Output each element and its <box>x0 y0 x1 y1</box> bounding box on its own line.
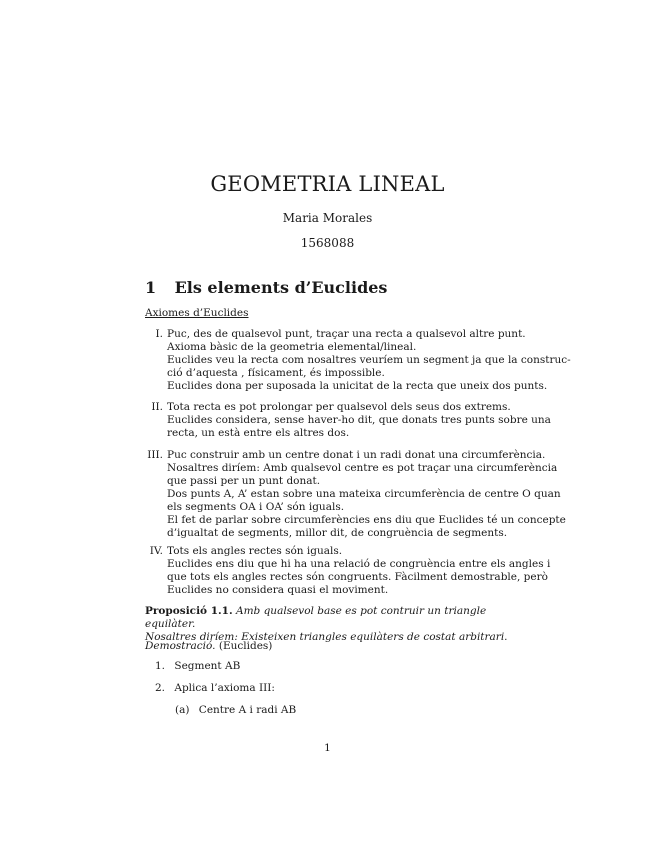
axiom-line: els segments OA i OA’ són iguals. <box>167 501 345 513</box>
proof-step-marker: 2. <box>155 682 166 694</box>
axiom-list <box>145 545 551 597</box>
proof-step <box>155 682 275 694</box>
proof-source: (Euclides) <box>218 640 273 652</box>
axiom-item <box>145 401 551 440</box>
axiom-list <box>145 328 571 393</box>
section-title: Els elements d’Euclides <box>174 278 388 297</box>
axiom-line: que tots els angles rectes són congruents. Fàcilment demostrable, però <box>167 571 548 583</box>
proof-step-marker: 1. <box>155 660 166 672</box>
proposition-statement: Amb qualsevol base es pot contruir un triangle equilàter. <box>145 605 487 630</box>
axiom-numeral: I. <box>155 328 163 340</box>
axiom-numeral: III. <box>147 449 163 461</box>
document-title: GEOMETRIA LINEAL <box>210 172 445 196</box>
axiom-line: Euclides considera, sense haver-ho dit, que donats tres punts sobre una <box>167 414 551 426</box>
proof-step <box>155 660 240 672</box>
proof-step-text: Segment AB <box>174 660 241 672</box>
axiom-line: Euclides dona per suposada la unicitat de la recta que uneix dos punts. <box>167 380 548 392</box>
axiom-line: El fet de parlar sobre circumferències ens diu que Euclides té un concepte <box>167 514 566 526</box>
axiom-line: Euclides ens diu que hi ha una relació de congruència entre els angles i <box>167 558 551 570</box>
page-number: 1 <box>324 742 331 754</box>
axiom-item <box>145 545 551 597</box>
section-number: 1 <box>145 278 157 297</box>
proposition-label: Proposició 1.1. <box>145 605 233 617</box>
document-author: Maria Morales <box>282 211 373 225</box>
axiom-line: Nosaltres diríem: Amb qualsevol centre es pot traçar una circumferència <box>167 462 558 474</box>
axiom-line: ció d’aquesta , físicament, és impossible. <box>167 367 385 379</box>
axiom-line: Euclides veu la recta com nosaltres veuríem un segment ja que la construc- <box>167 354 571 366</box>
axiom-numeral: IV. <box>149 545 163 557</box>
axiom-line: Dos punts A, A’ estan sobre una mateixa circumferència de centre O quan <box>167 488 561 500</box>
axiom-line: Puc, des de qualsevol punt, traçar una recta a qualsevol altre punt. <box>167 328 526 340</box>
axiom-line: Axioma bàsic de la geometria elemental/lineal. <box>167 341 417 353</box>
axioms-subheading: Axiomes d’Euclides <box>145 307 249 319</box>
axiom-numeral: II. <box>151 401 163 413</box>
axiom-list <box>145 401 551 440</box>
proof-label: Demostració. <box>145 640 216 652</box>
axiom-item <box>145 328 571 393</box>
axiom-item <box>145 449 566 540</box>
proof-step-text: Centre A i radi AB <box>198 704 297 716</box>
axiom-line: Puc construir amb un centre donat i un radi donat una circumferència. <box>167 449 546 461</box>
proposition <box>145 605 520 644</box>
axiom-line: Euclides no considera quasi el moviment. <box>167 584 389 596</box>
proof-heading <box>145 640 272 652</box>
proof-substep <box>175 704 296 716</box>
axiom-line: que passi per un punt donat. <box>167 475 321 487</box>
axiom-line: Tota recta es pot prolongar per qualsevol dels seus dos extrems. <box>167 401 511 413</box>
proof-step-text: Aplica l’axioma III: <box>174 682 275 694</box>
axiom-line: Tots els angles rectes són iguals. <box>167 545 343 557</box>
document-student-id: 1568088 <box>300 236 355 250</box>
proof-step-marker: (a) <box>175 704 190 716</box>
axiom-list <box>145 449 566 540</box>
axiom-line: recta, un està entre els altres dos. <box>167 427 350 439</box>
proposition-restatement: Nosaltres diríem: Existeixen triangles equilàters de costat arbitrari. <box>145 631 508 643</box>
section-heading <box>145 278 387 297</box>
axiom-line: d’igualtat de segments, millor dit, de congruència de segments. <box>167 527 508 539</box>
